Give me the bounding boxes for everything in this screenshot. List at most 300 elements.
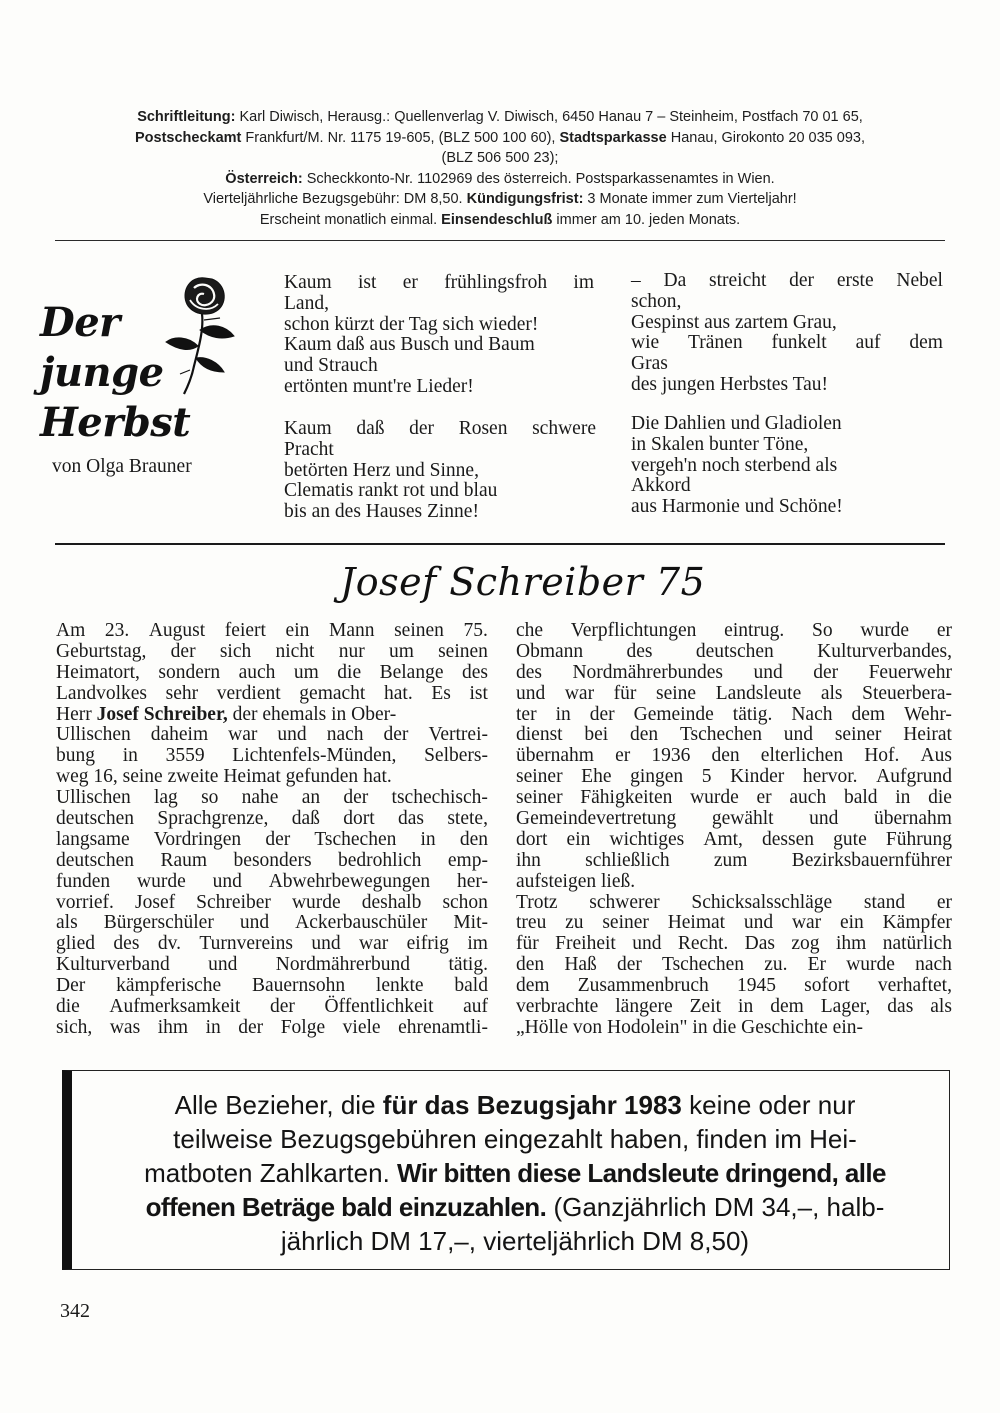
poem-word: Rosen (458, 418, 508, 439)
article-line (516, 746, 952, 767)
notice-emphasis: für das Bezugsjahr 1983 (382, 1090, 682, 1120)
article-line (56, 642, 488, 663)
article-word: und (743, 912, 774, 934)
article-line (56, 1018, 488, 1039)
poem-word: Kaum (284, 272, 332, 293)
article-word: in (205, 1016, 221, 1038)
article-line (516, 642, 952, 663)
article-word: Am (56, 620, 86, 641)
imprint-line-4 (60, 169, 940, 190)
article-word: Heimat (223, 766, 286, 788)
article-word: Hodolein" (606, 1016, 693, 1038)
article-word: dv. (157, 933, 181, 955)
article-word: war (359, 933, 389, 955)
article-word: Öffentlichkeit (324, 996, 434, 1018)
notice-text-run: (Ganzjährlich DM 34,–, halb- (546, 1192, 885, 1222)
article-word: schwerer (589, 891, 660, 913)
article-word: der (232, 703, 263, 725)
imprint-label-postscheckamt: Postscheckamt (135, 129, 242, 146)
article-word: 1936 (651, 745, 691, 767)
imprint-label-stadtsparkasse: Stadtsparkasse (559, 129, 667, 146)
poem-word: frühlingsfroh (444, 272, 548, 293)
article-word: auch (238, 661, 276, 683)
article-line (56, 684, 488, 705)
article-word: weg (56, 766, 94, 788)
poem-word: der (789, 270, 815, 291)
poem-title-line: Der (40, 299, 120, 346)
article-word: das (887, 996, 914, 1018)
imprint-line-6 (60, 210, 940, 231)
article-word: gefunden (285, 766, 364, 788)
article-word: der (265, 828, 291, 850)
article-word: der (343, 787, 369, 809)
article-word: Lager, (820, 996, 871, 1018)
article-word: Zeit (689, 996, 722, 1018)
article-word: eifrig (406, 933, 449, 955)
article-line (516, 705, 952, 726)
article-word: daß (291, 808, 320, 830)
article-word: längere (615, 996, 673, 1018)
article-word: der (170, 640, 196, 662)
article-word: Sprachgrenze, (157, 808, 269, 830)
poem-word: Nebel (896, 270, 943, 291)
article-word: in (555, 703, 571, 725)
article-word: tschechisch- (391, 787, 488, 809)
article-line (516, 934, 952, 955)
article-line (56, 851, 488, 872)
poem-line: schon kürzt der Tag sich wieder! (284, 313, 539, 335)
article-word: verbrachte (516, 996, 599, 1018)
article-word: sofort (804, 975, 850, 997)
article-word: Mit- (453, 912, 488, 934)
article-line (56, 705, 488, 726)
page-number: 342 (60, 1300, 90, 1322)
article-word: Folge (280, 1016, 326, 1038)
poem-word: auf (855, 332, 881, 354)
imprint-text: immer am 10. jeden Monats. (552, 211, 741, 228)
article-word: natürlich (882, 933, 952, 955)
article-word: nur (338, 640, 365, 662)
article-word: in (895, 787, 911, 809)
article-word: 5 (701, 766, 712, 788)
article-word: wichtiges (609, 828, 685, 850)
article-word: er (936, 620, 952, 641)
article-line (516, 725, 952, 746)
article-word: Nordmährerbund (275, 954, 411, 976)
article-line (56, 830, 488, 851)
article-word: Zusammenbruch (577, 975, 709, 997)
article-line (516, 809, 952, 830)
article-word: besonders (233, 849, 312, 871)
article-word: 23. (104, 620, 130, 641)
notice-text (120, 1088, 910, 1258)
article-line (56, 955, 488, 976)
poem-title (40, 298, 191, 448)
article-line (56, 663, 488, 684)
article-word: dort (343, 808, 375, 830)
article-word: Wehr- (904, 703, 952, 725)
article-word: ein (566, 828, 591, 850)
article-line (56, 788, 488, 809)
article-word: deutschen (56, 808, 134, 830)
article-word: Abwehrbewegungen (268, 870, 431, 892)
article-word: Haß (564, 954, 597, 976)
notice-line (120, 1156, 910, 1190)
article-word: der (383, 724, 409, 746)
article-line (56, 934, 488, 955)
notice-text-run: matboten Zahlkarten. (144, 1158, 398, 1188)
article-line (516, 663, 952, 684)
article-word: seiner (834, 724, 882, 746)
article-word: 3559 (165, 745, 205, 767)
article-word: dem (851, 703, 886, 725)
notice-line (120, 1088, 910, 1122)
article-word: seine (122, 766, 168, 788)
article-word: Nach (791, 703, 833, 725)
article-word: und (632, 933, 662, 955)
article-word: tätig. (448, 954, 488, 976)
article-word: Kämpfer (882, 912, 952, 934)
article-word: als (930, 996, 952, 1018)
poem-word: der (409, 418, 435, 439)
article-word: und (516, 682, 546, 704)
poem-word: daß (356, 418, 385, 439)
article-word: Ober- (351, 703, 397, 725)
article-word: der (238, 1016, 264, 1038)
article-word: den (459, 828, 488, 850)
poem-stanza (631, 271, 943, 396)
article-line (56, 809, 488, 830)
imprint-label-schriftleitung: Schriftleitung: (137, 109, 236, 125)
article-word: Ullischen (56, 787, 131, 809)
article-word: der (813, 661, 839, 683)
article-line (516, 621, 952, 642)
poem-stanza (631, 414, 943, 518)
article-column-left (56, 621, 488, 1039)
imprint-text: Vierteljährliche Bezugsgebühr: DM 8,50. (203, 191, 467, 208)
article-word: für (613, 682, 637, 704)
article-line (56, 913, 488, 934)
article-word: Trotz (516, 891, 558, 913)
article-word: des (626, 640, 653, 662)
article-word: der (616, 954, 642, 976)
article-line (516, 684, 952, 705)
article-word: und (277, 724, 307, 746)
article-word: für (516, 933, 539, 955)
poem-line (284, 419, 596, 440)
article-word: dem (770, 996, 804, 1018)
article-word: sondern (158, 661, 221, 683)
article-line (56, 746, 488, 767)
article-word: an (301, 787, 321, 809)
article-word: Mann (328, 620, 375, 641)
article-word: in (738, 996, 754, 1018)
article-word: und (311, 933, 341, 955)
article-word: vorrief. (56, 891, 114, 913)
poem-title-line: junge (40, 349, 164, 396)
imprint-text: Frankfurt/M. Nr. 1175 19-605, (BLZ 500 100 60), (241, 129, 560, 146)
article-word: Landsleute (715, 682, 802, 704)
poem-word: Kaum (284, 418, 332, 439)
article-word: Heirat (903, 724, 952, 746)
poem-line: und Strauch (284, 355, 378, 377)
poem-line: Gras (631, 353, 668, 375)
article-word: zog (791, 933, 820, 955)
poem-word: – (631, 270, 641, 291)
article-word: nicht (275, 640, 315, 662)
notice-line: jährlich DM 17,–, vierteljährlich DM 8,50) (280, 1226, 750, 1256)
article-word: des (516, 661, 542, 683)
article-word: emp- (447, 849, 488, 871)
poem-word: Tränen (688, 332, 743, 354)
article-word: ehrenamtli- (398, 1016, 488, 1038)
article-word: Bauernsohn (251, 975, 346, 997)
article-word: übernahm (516, 745, 594, 767)
poem-line: Die Dahlien und Gladiolen (631, 413, 842, 434)
article-word: wurde (137, 870, 186, 892)
article-word: Tschechen (314, 828, 397, 850)
poem-word: er (402, 272, 418, 293)
article-word: Heimatort, (56, 661, 140, 683)
article-word: nach (326, 724, 364, 746)
article-word: ein (285, 620, 310, 641)
article-word: lag (153, 787, 178, 809)
article-word: seiner (516, 766, 563, 788)
imprint-line-3: (BLZ 506 500 23); (441, 150, 559, 167)
article-word: feiert (224, 620, 266, 641)
article-word: Schicksalsschläge (691, 891, 833, 913)
article-word: und (208, 954, 238, 976)
article-word: war (564, 682, 595, 704)
article-line (516, 976, 952, 997)
article-line (56, 976, 488, 997)
article-word: Ackerbauschüler (295, 912, 428, 934)
poem-title-line: Herbst (40, 399, 191, 446)
article-word: aufsteigen (516, 870, 602, 892)
article-word: Josef (135, 891, 176, 913)
imprint-label-oesterreich: Österreich: (225, 170, 303, 187)
article-word: Herr (56, 703, 97, 725)
article-word: Landvolkes (56, 682, 147, 704)
article-word: Heimat (667, 912, 726, 934)
article-word: und (753, 661, 783, 683)
poem-line: Pracht (284, 438, 334, 460)
article-word: verdient (216, 682, 281, 704)
article-word: und (212, 870, 242, 892)
imprint-text: Karl Diwisch, Herausg.: Quellenverlag V. Diwisch, 6450 Hanau 7 – Steinheim, Postfach 70 01 65, (235, 109, 863, 125)
article-word: Josef (96, 703, 144, 725)
article-word: schon (442, 891, 488, 913)
article-word: her- (456, 870, 488, 892)
article-word: die (928, 787, 952, 809)
article-word: Der (56, 975, 86, 997)
article-word: tätig. (732, 703, 773, 725)
poem-line: Kaum daß aus Busch und Baum (284, 334, 535, 356)
article-word: Steuerbera- (862, 682, 952, 704)
article-word: dessen (762, 828, 815, 850)
poem-line (284, 273, 594, 294)
article-line (56, 872, 488, 893)
article-line (56, 997, 488, 1018)
notice-emphasis: offenen Beträge bald einzuzahlen. (145, 1192, 547, 1222)
article-word: Feuerwehr (868, 661, 952, 683)
article-word: als (56, 912, 78, 934)
article-word: Recht. (677, 933, 729, 955)
article-word: auch (789, 787, 827, 809)
article-word: Geschichte (741, 1016, 833, 1038)
article-word: Fähigkeiten (580, 787, 673, 809)
article-word: übernahm (873, 808, 952, 830)
poem-line: ertönten munt're Lieder! (284, 375, 474, 397)
article-word: Bürgerschüler (103, 912, 214, 934)
article-word: des (113, 933, 140, 955)
article-word: eintrug. (724, 620, 785, 641)
article-word: deutschen (56, 849, 134, 871)
article-line (516, 767, 952, 788)
article-word: zu (565, 912, 584, 934)
article-word: die (712, 1016, 742, 1038)
article-word: sehr (165, 682, 199, 704)
article-word: ein (839, 912, 864, 934)
poem-line: des jungen Herbstes Tau! (631, 373, 829, 395)
article-word: Gemeindevertretung (516, 808, 677, 830)
article-word: treu (516, 912, 547, 934)
article-word: im (467, 933, 488, 955)
article-word: Schreiber, (143, 703, 233, 725)
article-word: er (615, 745, 631, 767)
article-word: und (783, 724, 814, 746)
article-line (516, 788, 952, 809)
article-word: Obmann (516, 640, 584, 662)
article-line (516, 955, 952, 976)
article-line (516, 893, 952, 914)
poem-line: Gespinst aus zartem Grau, (631, 311, 837, 333)
article-word: wurde (690, 787, 739, 809)
article-word: Aufmerksamkeit (109, 996, 241, 1018)
article-word: sich (219, 640, 252, 662)
imprint-line-5 (60, 189, 940, 210)
article-word: stand (863, 891, 906, 913)
article-word: 16, (93, 766, 123, 788)
article-word: in (420, 828, 436, 850)
article-word: Aufgrund (876, 766, 952, 788)
article-word: er (756, 787, 772, 809)
article-word: nach (915, 954, 952, 976)
article-word: zu. (764, 954, 788, 976)
poem-word: Da (663, 270, 687, 291)
article-word: daheim (150, 724, 209, 746)
article-word: viele (342, 1016, 381, 1038)
article-word: Kulturverbandes, (817, 640, 952, 662)
poem-line: Clematis rankt rot und blau (284, 480, 498, 502)
article-word: gute (833, 828, 867, 850)
imprint-divider (55, 240, 945, 241)
poem-line (631, 271, 943, 292)
article-word: er (936, 891, 952, 913)
article-word: Es (431, 682, 451, 704)
article-column-right (516, 621, 952, 1039)
article-word: um (293, 661, 319, 683)
article-word: Führung (885, 828, 952, 850)
article-word: langsame (56, 828, 130, 850)
article-word: Amt, (703, 828, 743, 850)
poem-line: in Skalen bunter Töne, (631, 433, 809, 455)
article-word: stete, (447, 808, 488, 830)
poem-word: dem (909, 332, 943, 354)
article-word: Lichtenfels-Münden, (232, 745, 397, 767)
article-word: Belange (379, 661, 444, 683)
article-word: ehemals (262, 703, 332, 725)
rose-illustration-icon (160, 270, 250, 400)
article-word: war (228, 724, 258, 746)
article-word: Tschechen (679, 724, 762, 746)
article-word: seiner (516, 787, 563, 809)
article-line (56, 621, 488, 642)
poem-word: im (573, 272, 594, 293)
article-line (56, 893, 488, 914)
article-word: schließlich (585, 849, 670, 871)
imprint-line-1 (60, 107, 940, 128)
poem-line (631, 333, 943, 354)
notice-line: teilweise Bezugsgebühren eingezahlt haben, finden im Hei- (173, 1124, 857, 1154)
article-word: lenkte (375, 975, 424, 997)
article-word: che (516, 620, 544, 641)
article-word: bald (843, 787, 878, 809)
poem-line: bis an des Hauses Zinne! (284, 501, 479, 523)
article-word: So (812, 620, 833, 641)
article-word: bei (584, 724, 609, 746)
notice-line (120, 1190, 910, 1224)
article-word: Aus (920, 745, 952, 767)
article-word: seine (656, 682, 697, 704)
article-word: den (516, 954, 545, 976)
article-word: den (711, 745, 740, 767)
article-word: Ehe (581, 766, 612, 788)
article-word: von (572, 1016, 607, 1038)
notice-text-run: Alle Bezieher, die (174, 1090, 383, 1120)
article-word: verhaftet, (877, 975, 952, 997)
article-line (516, 913, 952, 934)
article-word: ihm (157, 1016, 189, 1038)
article-word: gemacht (299, 682, 366, 704)
poem-line: Land, (284, 292, 329, 314)
article-word: Geburtstag, (56, 640, 147, 662)
article-word: Vordringen (153, 828, 242, 850)
poem-stanza (284, 273, 594, 398)
article-word: des (461, 661, 488, 683)
poem-line: Akkord (631, 475, 691, 497)
article-word: in (122, 745, 138, 767)
article-word: „Hölle (516, 1016, 573, 1038)
article-word: bung (56, 745, 95, 767)
article-line (56, 725, 488, 746)
article-line (516, 997, 952, 1018)
article-word: dem (516, 975, 550, 997)
poem-line: betörten Herz und Sinne, (284, 459, 479, 481)
article-word: die (337, 661, 362, 683)
article-word: dort (516, 828, 548, 850)
article-word: als (820, 682, 843, 704)
article-word: zweite (167, 766, 224, 788)
article-word: Ullischen (56, 724, 131, 746)
article-word: kämpferische (116, 975, 222, 997)
article-word: wurde (291, 891, 341, 913)
article-word: seinen (394, 620, 444, 641)
article-word: wurde (846, 954, 895, 976)
poem-word: wie (631, 332, 660, 354)
article-word: in (692, 1016, 713, 1038)
article-word: hat. (384, 682, 413, 704)
